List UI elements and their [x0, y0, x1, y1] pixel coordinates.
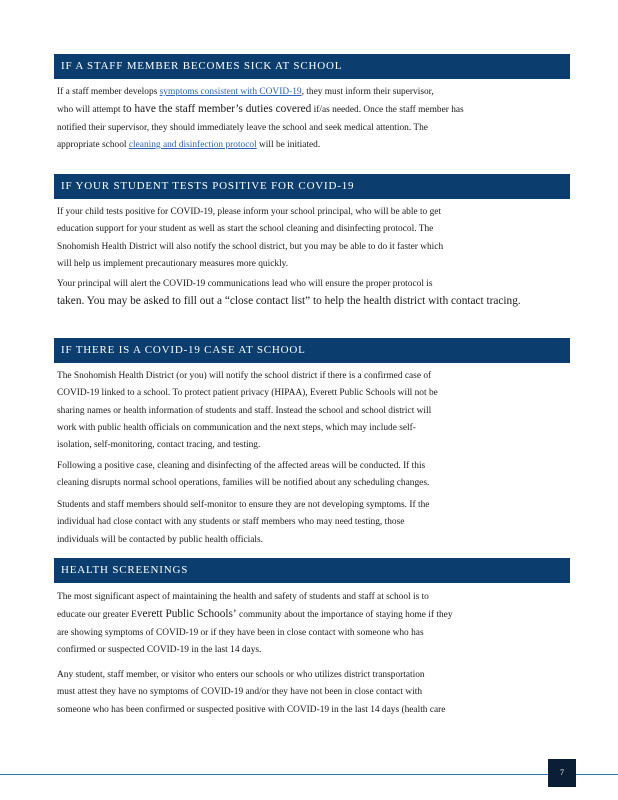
text-line: If your child tests positive for COVID-19, please inform your school principal, who will be able to get [57, 207, 442, 217]
paragraph-screenings-1 [57, 589, 565, 659]
section-heading-student-positive: IF YOUR STUDENT TESTS POSITIVE FOR COVID-19 [54, 174, 570, 199]
text-line [57, 101, 565, 119]
paragraph-covid-case-2 [57, 458, 565, 493]
text-segment: educate our greater E [57, 610, 137, 621]
text-line: work with public health officials on communication and the next steps, which may include self- [57, 422, 416, 433]
footer-rule-left [0, 774, 548, 775]
cleaning-protocol-link[interactable]: cleaning and disinfection protocol [128, 139, 257, 150]
text-line: sharing names or health information of students and staff. Instead the school and school district will [57, 405, 432, 416]
text-line: Snohomish Health District will also notify the school district, but you may be able to do it faster which [57, 241, 444, 252]
text-line: Following a positive case, cleaning and disinfecting of the affected areas will be conducted. If this [57, 461, 426, 471]
text-line: The most significant aspect of maintaining the health and safety of students and staff at school is to [57, 592, 429, 602]
section-heading-staff-sick: IF A STAFF MEMBER BECOMES SICK AT SCHOOL [54, 54, 570, 79]
text-line: confirmed or suspected COVID-19 in the last 14 days. [57, 644, 262, 655]
text-segment: verett Public Schools’ [136, 608, 237, 621]
paragraph-student-positive-2 [57, 276, 565, 311]
text-line: must attest they have no symptoms of COVID-19 and/or they have not been in close contact with [57, 687, 423, 698]
text-line: COVID-19 linked to a school. To protect patient privacy (HIPAA), Everett Public Schools will not be [57, 388, 438, 399]
paragraph-student-positive-1 [57, 204, 565, 273]
text-segment: will be initiated. [256, 139, 321, 150]
text-line [57, 84, 565, 101]
text-line: cleaning disrupts normal school operations, families will be notified about any scheduling changes. [57, 478, 430, 489]
text-line: individuals will be contacted by public health officials. [57, 534, 264, 545]
text-segment: if/as needed. Once the staff member has [311, 105, 464, 116]
page-number: 7 [548, 759, 576, 787]
text-line: are showing symptoms of COVID-19 or if they have been in close contact with someone who has [57, 627, 424, 638]
text-segment: to have the staff member’s duties covered [122, 103, 312, 116]
text-line: Any student, staff member, or visitor who enters our schools or who utilizes district transportation [57, 670, 425, 680]
symptoms-link[interactable]: symptoms consistent with COVID-19 [159, 87, 302, 97]
section-heading-covid-case: IF THERE IS A COVID-19 CASE AT SCHOOL [54, 338, 570, 363]
paragraph-covid-case-1 [57, 368, 565, 454]
text-line: taken. You may be asked to fill out a “close contact list” to help the health district with contact tracing. [57, 295, 521, 308]
paragraph-staff-sick [57, 84, 565, 154]
text-line: The Snohomish Health District (or you) will notify the school district if there is a confirmed case of [57, 371, 432, 381]
text-line: Students and staff members should self-monitor to ensure they are not developing symptoms. If the [57, 500, 430, 510]
text-line: isolation, self-monitoring, contact tracing, and testing. [57, 440, 261, 451]
text-line: Your principal will alert the COVID-19 communications lead who will ensure the proper protocol is [57, 279, 433, 289]
text-line [57, 606, 565, 624]
text-line: someone who has been confirmed or suspected positive with COVID-19 in the last 14 days (health care [57, 704, 446, 715]
text-segment: If a staff member develops [57, 87, 160, 97]
text-segment: , they must inform their supervisor, [301, 87, 434, 97]
text-segment: appropriate school [57, 139, 129, 150]
text-line: notified their supervisor, they should immediately leave the school and seek medical attention. The [57, 122, 428, 133]
text-line: will help us implement precautionary measures more quickly. [57, 258, 289, 269]
footer-rule-right [576, 774, 618, 775]
text-line [57, 137, 565, 154]
text-segment: community about the importance of staying home if they [236, 610, 453, 621]
text-segment: who will attempt [57, 105, 123, 116]
text-line: education support for your student as well as start the school cleaning and disinfecting protocol. The [57, 224, 434, 235]
text-line: individual had close contact with any students or staff members who may need testing, those [57, 517, 405, 528]
paragraph-covid-case-3 [57, 497, 565, 549]
paragraph-screenings-2 [57, 667, 565, 719]
section-heading-health-screenings: HEALTH SCREENINGS [54, 558, 570, 583]
